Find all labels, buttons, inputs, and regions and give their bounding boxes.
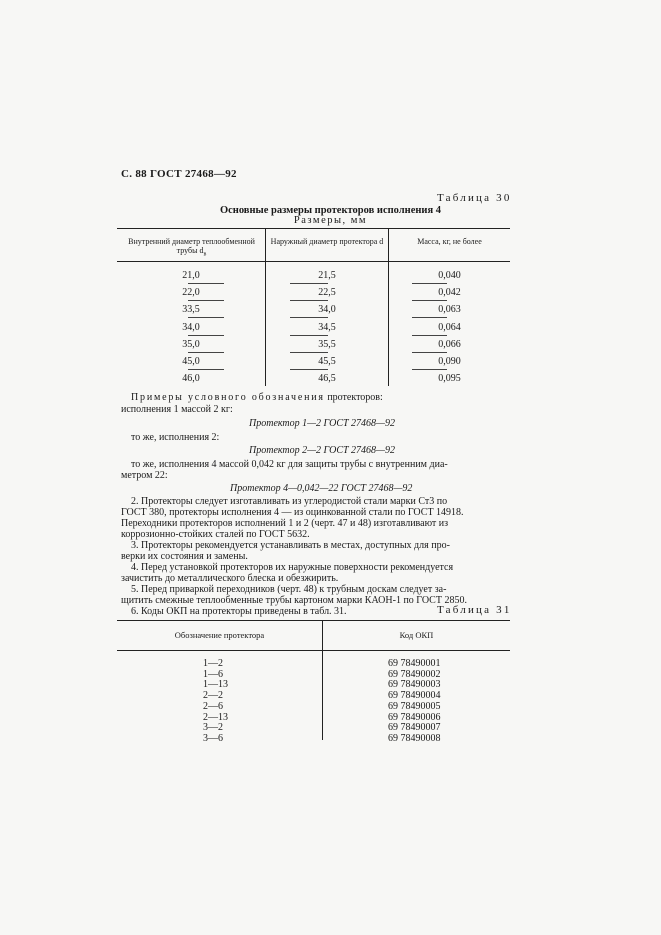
table-30-row-rule	[290, 283, 328, 284]
table-30-row-rule	[412, 369, 447, 370]
paragraph-line: 5. Перед приваркой переходников (черт. 48) к трубным доскам следует за-	[131, 584, 447, 595]
table-31-okp-code: 69 78490007	[388, 722, 441, 734]
table-30-cell: 21,5	[318, 270, 336, 281]
table-30-row-rule	[188, 352, 224, 353]
table-30-cell: 0,066	[438, 338, 461, 350]
table-31-okp-code: 69 78490004	[388, 690, 441, 702]
example-designation-3: Протектор 4—0,042—22 ГОСТ 27468—92	[230, 483, 413, 494]
table-30-cell: 35,0	[182, 338, 200, 350]
table-31-designation: 1—6	[203, 668, 223, 680]
table-30-row-rule	[412, 335, 447, 336]
table-30-col1-header: Внутренний диаметр теплообменной трубы $d_в$	[128, 237, 255, 258]
table-30-cell: 46,5	[318, 373, 336, 385]
table-30-cell: 0,063	[438, 304, 461, 316]
table-30-title: Основные размеры протекторов исполнения 4	[219, 205, 442, 216]
examples-intro: Примеры условного обозначения протекторов:	[131, 392, 383, 403]
table-31-okp-code: 69 78490001	[388, 658, 441, 669]
example-line-1: исполнения 1 массой 2 кг:	[121, 404, 233, 415]
table-30-cell: 21,0	[182, 270, 200, 281]
paragraph-line: 2. Протекторы следует изготавливать из углеродистой стали марки Ст3 по	[131, 496, 448, 507]
paragraph-line: коррозионно-стойких сталей по ГОСТ 5632.	[121, 529, 310, 540]
table-31-okp-code: 69 78490006	[388, 711, 441, 723]
table-31-top-rule	[117, 620, 510, 621]
table-30-row-rule	[412, 300, 447, 301]
paragraph-line: верки их состояния и замены.	[121, 551, 248, 562]
table-30-cell: 35,5	[318, 338, 336, 350]
table-30-cell: 0,040	[438, 270, 461, 281]
example-line-2: то же, исполнения 2:	[131, 432, 220, 443]
table-30-row-rule	[290, 300, 328, 301]
example-line-3b: метром 22:	[121, 470, 168, 481]
table-30-row-rule	[290, 369, 328, 370]
table-31-col2-header: Код ОКП	[399, 630, 434, 640]
table-30-row-rule	[290, 317, 328, 318]
table-31-designation: 2—13	[203, 711, 228, 723]
table-30-row-rule	[412, 317, 447, 318]
table-30-cell: 22,0	[182, 287, 200, 299]
table-30-header-rule	[117, 261, 510, 262]
paragraph-line: Переходники протекторов исполнений 1 и 2 (черт. 47 и 48) изготавливают из	[121, 518, 449, 529]
table-31-designation: 1—2	[203, 658, 223, 669]
table-30-cell: 34,0	[318, 304, 336, 316]
paragraph-line: зачистить до металлического блеска и обезжирить.	[121, 573, 339, 584]
table-30-cell: 0,042	[438, 287, 461, 299]
table-30-row-rule	[188, 369, 224, 370]
table-30-cell: 22,5	[318, 287, 336, 299]
table-30-cell: 45,5	[318, 356, 336, 367]
table-30-col3-header: Масса, кг, не более	[417, 237, 482, 246]
table-30-row-rule	[290, 352, 328, 353]
table-30-row-rule	[412, 352, 447, 353]
table-30-col2-header: Наружный диаметр протектора d	[270, 237, 384, 246]
table-31-col1-header: Обозначение протектора	[174, 630, 265, 640]
table-30-top-rule	[117, 228, 510, 229]
table-30-cell: 0,090	[438, 356, 461, 367]
table-31-designation: 3—2	[203, 722, 223, 734]
table-31-okp-code: 69 78490003	[388, 679, 441, 691]
table-31-okp-code: 69 78490002	[388, 668, 441, 680]
table-30-cell: 34,0	[182, 321, 200, 333]
table-30-row-rule	[188, 283, 224, 284]
example-designation-2: Протектор 2—2 ГОСТ 27468—92	[249, 445, 395, 456]
paragraph-line: 3. Протекторы рекомендуется устанавливать в местах, доступных для про-	[131, 540, 450, 551]
paragraph-line: 6. Коды ОКП на протекторы приведены в табл. 31.	[131, 606, 347, 617]
paragraph-line: щитить смежные теплообменные трубы картоном марки КАОН-1 по ГОСТ 2850.	[121, 595, 467, 606]
table-30-row-rule	[188, 300, 224, 301]
table-31-designation: 3—6	[203, 732, 223, 744]
table-31-designation: 2—2	[203, 690, 223, 702]
table-30-cell: 0,064	[438, 321, 461, 333]
table-30-row-rule	[290, 335, 328, 336]
paragraph-line: ГОСТ 380, протекторы исполнения 4 — из оцинкованной стали по ГОСТ 14918.	[121, 507, 464, 518]
example-line-3a: то же, исполнения 4 массой 0,042 кг для защиты трубы с внутренним диа-	[131, 459, 448, 470]
table-30-row-rule	[188, 317, 224, 318]
example-designation-1: Протектор 1—2 ГОСТ 27468—92	[249, 418, 395, 429]
table-30-row-rule	[412, 283, 447, 284]
table-30-row-rule	[188, 335, 224, 336]
paragraph-line: 4. Перед установкой протекторов их наружные поверхности рекомендуется	[131, 562, 454, 573]
table-30-subtitle: Размеры, мм	[293, 215, 368, 226]
table-31-label: Таблица 31	[437, 604, 512, 616]
table-31-header-rule	[117, 650, 510, 651]
table-31-okp-code: 69 78490008	[388, 732, 441, 744]
table-31-designation: 2—6	[203, 700, 223, 712]
table-30-cell: 46,0	[182, 373, 200, 385]
page-header: С. 88 ГОСТ 27468—92	[121, 168, 237, 180]
table-30-cell: 34,5	[318, 321, 336, 333]
table-31-designation: 1—13	[203, 679, 228, 691]
table-30-cell: 0,095	[438, 373, 461, 385]
table-30-cell: 33,5	[182, 304, 200, 316]
table-30-label: Таблица 30	[437, 192, 512, 204]
table-31-okp-code: 69 78490005	[388, 700, 441, 712]
table-30-cell: 45,0	[182, 356, 200, 367]
